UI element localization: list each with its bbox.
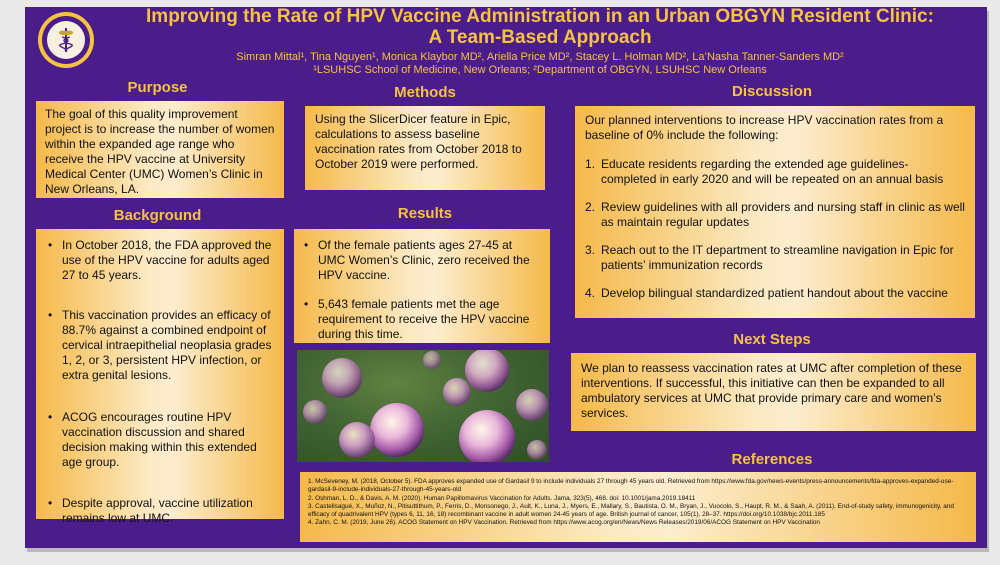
purpose-heading: Purpose (127, 79, 188, 96)
item-text: Educate residents regarding the extended age guidelines- completed in early 2020 and will be repeated on an annual basis (601, 157, 944, 186)
item-number: 4. (585, 286, 596, 300)
hpv-virus-particles-image (297, 350, 549, 462)
methods-heading: Methods (394, 84, 456, 101)
methods-text: Using the SlicerDicer feature in Epic, calculations to assess baseline vaccination rates from October 2018 to October 2019 were performed. (315, 112, 522, 171)
purpose-box (36, 101, 284, 198)
results-box (294, 229, 550, 343)
reference-item: 1. McSeveney, M. (2018, October 5). FDA approves expanded use of Gardasil 9 to include individuals 27 through 45 years old. Retrieved from https://www.fda.gov/news-events/press-announcements/fda-approves-expanded-use-gardasil-9-include-individuals-27-through-45-years-old (308, 478, 954, 494)
methods-box (305, 106, 545, 190)
discussion-heading: Discussion (731, 83, 813, 100)
item-number: 3. (585, 243, 596, 257)
caduceus-seal-icon (55, 27, 77, 53)
title-line-2: A Team-Based Approach (428, 27, 652, 48)
author-list: Simran Mittal¹, Tina Nguyen¹, Monica Klaybor MD², Ariella Price MD², Stacey L. Holman MD², La’Nasha Tanner-Sanders MD² (236, 51, 844, 63)
virus-illustration (297, 350, 549, 462)
next-steps-box (571, 353, 976, 431)
background-box (36, 229, 284, 525)
affiliations: ¹LSUHSC School of Medicine, New Orleans; ²Department of OBGYN, LSUHSC New Orleans (313, 64, 767, 76)
background-item: • This vaccination provides an efficacy of 88.7% against a combined endpoint of cervical intraepithelial neoplasia grades 1, 2, or 3, persistent HPV infection, or extra genital lesions. (62, 308, 276, 383)
background-list (54, 238, 276, 526)
reference-item: 2. Oshman, L. D., & Davis, A. M. (2020). Human Papillomavirus Vaccination for Adults. Jama, 323(5), 468. doi: 10.1001/jama.2019.18411 (308, 494, 696, 502)
lsu-seal-logo (38, 12, 94, 68)
discussion-box (575, 106, 975, 318)
item-number: 2. (585, 200, 596, 214)
results-item: • 5,643 female patients met the age requirement to receive the HPV vaccine during this time. (318, 297, 542, 342)
background-heading: Background (113, 207, 202, 224)
author-block (100, 51, 980, 77)
discussion-item (585, 157, 965, 187)
discussion-item (585, 286, 965, 301)
discussion-list (585, 157, 965, 301)
next-steps-text: We plan to reassess vaccination rates at UMC after completion of these interventions. If successful, this initiative can then be expanded to all ambulatory services at UMC that provide primary care and women’s services. (581, 361, 962, 420)
item-text: Reach out to the IT department to streamline navigation in Epic for patients’ immunization records (601, 243, 954, 272)
purpose-text: The goal of this quality improvement project is to increase the number of women within the expanded age range who receive the HPV vaccine at University Medical Center (UMC) Women’s Clinic in New Orleans, LA. (45, 107, 275, 196)
item-number: 1. (585, 157, 596, 171)
title-line-1: Improving the Rate of HPV Vaccine Administration in an Urban OBGYN Resident Clinic: (146, 6, 934, 27)
discussion-item (585, 200, 965, 230)
background-item: • In October 2018, the FDA approved the use of the HPV vaccine for adults aged 27 to 45 years. (62, 238, 276, 283)
item-text: Develop bilingual standardized patient handout about the vaccine (601, 286, 948, 300)
item-text: Review guidelines with all providers and nursing staff in clinic as well as maintain regular updates (601, 200, 965, 229)
background-item: • Despite approval, vaccine utilization remains low at UMC. (62, 496, 276, 526)
next-steps-heading: Next Steps (733, 331, 811, 348)
results-item: • Of the female patients ages 27-45 at UMC Women’s Clinic, zero received the HPV vaccine. (318, 238, 542, 283)
results-list (310, 238, 542, 342)
references-box (300, 472, 976, 542)
reference-item: 4. Zahn, C. M. (2019, June 26). ACOG Statement on HPV Vaccination. Retrieved from https://www.acog.org/en/News/News Releases/2019/06/ACOG Statement on HPV Vaccination (308, 519, 820, 527)
poster-title (100, 6, 980, 48)
discussion-item (585, 243, 965, 273)
discussion-intro: Our planned interventions to increase HPV vaccination rates from a baseline of 0% include the following: (585, 113, 944, 142)
reference-item: 3. Castellsagué, X., Muñoz, N., Pitisuttithum, P., Ferris, D., Monsonego, J., Ault, K., Luna, J., Myers, E., Mallary, S., Bautista, O. M., Bryan, J., Vuocolo, S., Haupt, R. M., & Saah, A. (2011). End-of-study safety, immunogenicity, and efficacy of quadrivalent HPV (types 6, 11, 16, 18) recombinant vaccine in adult women 24-45 years of age. British journal of cancer, 105(1), 28–37. https://doi.org/10.1038/bjc.2011.185 (308, 502, 954, 519)
background-item: • ACOG encourages routine HPV vaccination discussion and shared decision making within this extended age group. (62, 410, 276, 470)
results-heading: Results (397, 205, 453, 222)
references-heading: References (731, 451, 813, 468)
